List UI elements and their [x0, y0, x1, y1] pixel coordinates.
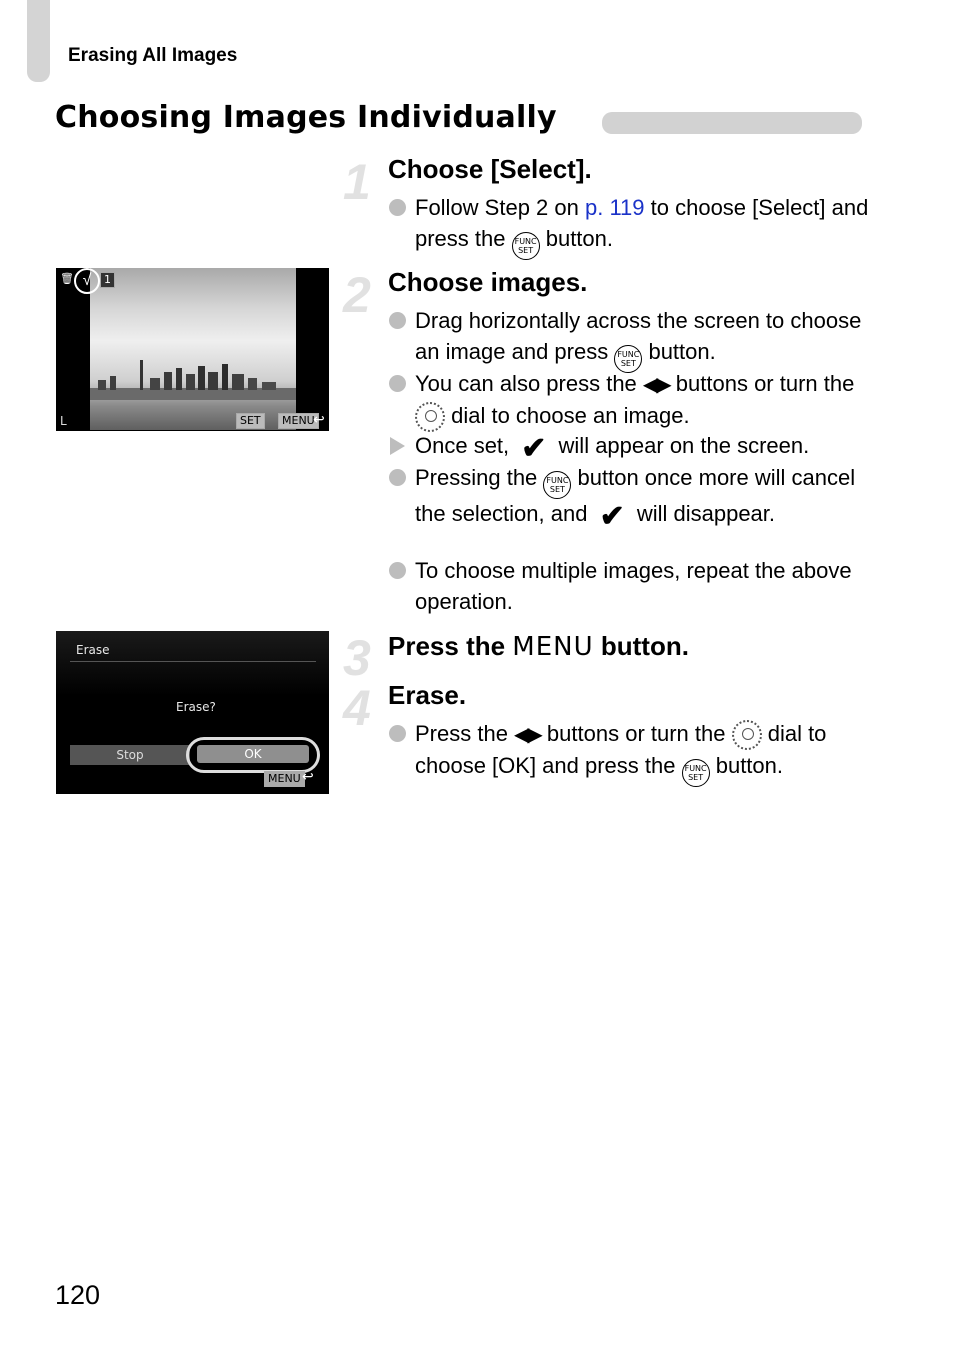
step2-bullet-2: You can also press the ◀▶ buttons or turn the dial to choose an image. — [389, 369, 869, 432]
bullet-dot — [389, 199, 406, 216]
left-right-arrows-icon: ◀▶ — [514, 724, 541, 746]
step-title-1: Choose [Select]. — [388, 154, 592, 184]
chapter-side-tab — [27, 0, 50, 82]
bullet-dot — [389, 562, 406, 579]
step2-bullet-1: Drag horizontally across the screen to choose an image and press FUNC SET button. — [389, 306, 869, 373]
ok-button-label: OK — [197, 745, 309, 763]
func-set-icon: FUNC SET — [682, 759, 710, 787]
step-title-2: Choose images. — [388, 267, 588, 297]
erase-mark-icon: 🗑 — [60, 273, 74, 285]
step-title-3: Press the MENU button. — [388, 631, 689, 662]
step-title-4: Erase. — [388, 680, 467, 710]
stop-button[interactable]: Stop — [70, 745, 190, 765]
step2-bullet-5: To choose multiple images, repeat the above operation. — [389, 556, 869, 617]
return-arrow-icon: ↩ — [313, 411, 325, 427]
menu-button-icon: MENU — [264, 771, 305, 787]
step-number-4: 4 — [343, 680, 371, 736]
func-set-icon: FUNC SET — [543, 471, 571, 499]
erase-question: Erase? — [176, 700, 216, 714]
check-mark-icon: ✔ — [599, 500, 625, 533]
result-triangle-icon — [390, 437, 405, 455]
section-title: Choosing Images Individually — [55, 100, 557, 135]
step-number-3: 3 — [343, 630, 371, 686]
photo-preview — [90, 268, 296, 430]
bullet-dot — [389, 375, 406, 392]
left-right-arrows-icon: ◀▶ — [642, 374, 670, 396]
ok-button[interactable] — [186, 737, 320, 773]
city-skyline-image — [90, 360, 296, 400]
func-set-icon: FUNC SET — [512, 232, 540, 260]
camera-screen-select — [56, 268, 329, 431]
camera-screen-erase — [56, 631, 329, 794]
step-number-2: 2 — [343, 267, 371, 323]
set-button-icon: SET — [236, 413, 265, 429]
control-dial-icon — [415, 402, 445, 432]
title-divider — [70, 661, 316, 662]
step2-bullet-4: Pressing the FUNC SET button once more will cancel the selection, and ✔ will disappear. — [389, 463, 869, 533]
check-mark-icon: ✔ — [521, 432, 547, 465]
image-counter: 1 — [100, 272, 115, 288]
running-head: Erasing All Images — [68, 45, 238, 66]
step2-bullet-3: Once set, ✔ will appear on the screen. — [389, 431, 869, 465]
page-link[interactable]: p. 119 — [584, 195, 645, 220]
menu-button-icon: MENU — [278, 413, 319, 429]
return-arrow-icon: ↩ — [302, 768, 314, 784]
step4-bullet-1: Press the ◀▶ buttons or turn the dial to choose [OK] and press the FUNC SET button. — [389, 719, 869, 787]
menu-button-glyph: MENU — [512, 632, 594, 662]
bullet-dot — [389, 312, 406, 329]
step-number-1: 1 — [343, 154, 371, 210]
step1-bullet-1: Follow Step 2 on p. 119 to choose [Select] and press the FUNC SET button. — [389, 193, 869, 260]
erase-screen-title: Erase — [76, 643, 110, 657]
image-size-indicator: L — [60, 414, 67, 428]
func-set-icon: FUNC SET — [614, 345, 642, 373]
page-number: 120 — [55, 1280, 101, 1310]
bullet-dot — [389, 469, 406, 486]
control-dial-icon — [732, 720, 762, 750]
selected-check-icon[interactable]: √ — [74, 268, 100, 294]
bullet-dot — [389, 725, 406, 742]
section-title-bar — [602, 112, 862, 134]
